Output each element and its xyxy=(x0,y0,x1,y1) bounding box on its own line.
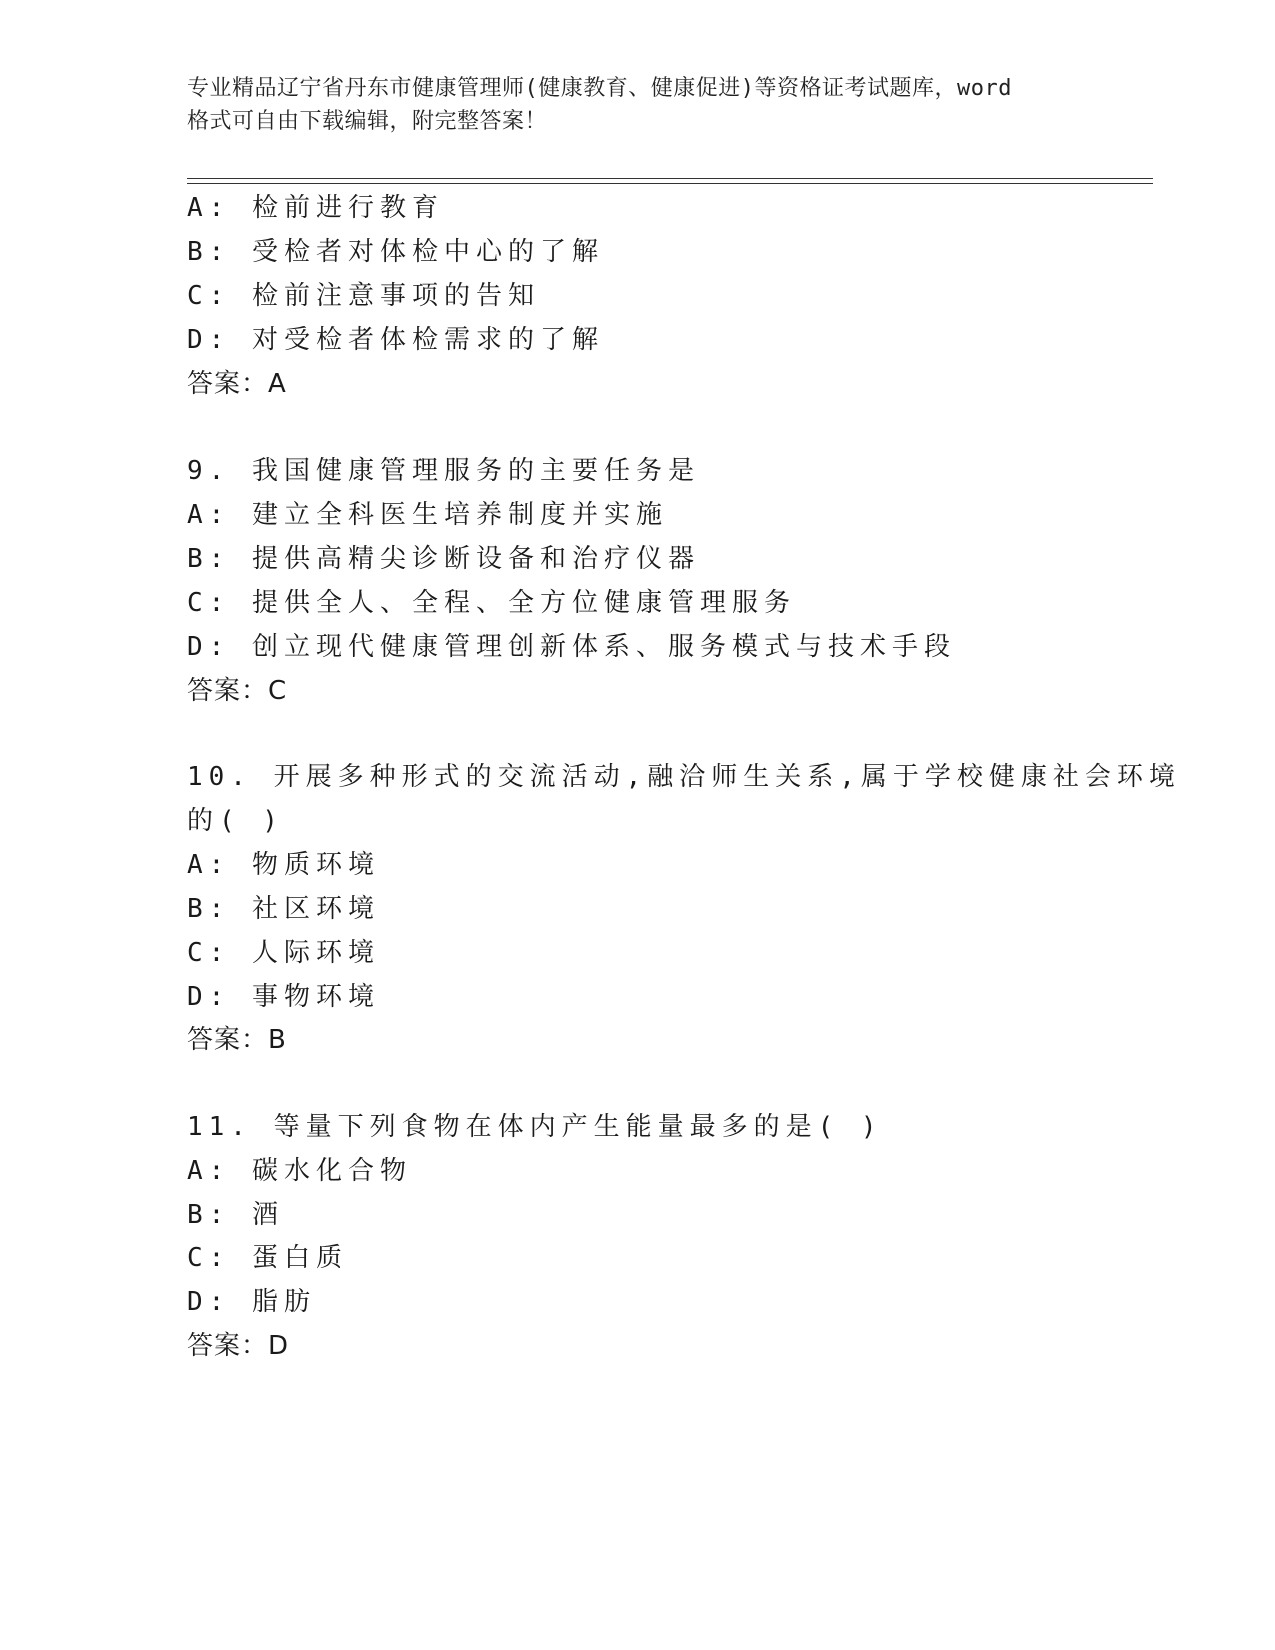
header-line-2: 格式可自由下载编辑，附完整答案！ xyxy=(187,109,548,134)
document-header xyxy=(187,72,1087,138)
q11-stem: 11. 等量下列食物在体内产生能量最多的是( ) xyxy=(187,1112,883,1142)
q10-answer: 答案：B xyxy=(187,1025,287,1055)
q10-option-c: C: 人际环境 xyxy=(187,938,380,968)
q10-option-d: D: 事物环境 xyxy=(187,982,380,1012)
q8-option-a: A: 检前进行教育 xyxy=(187,193,444,223)
q8-option-b: B: 受检者对体检中心的了解 xyxy=(187,237,604,267)
q11-option-a: A: 碳水化合物 xyxy=(187,1156,412,1186)
header-divider-bottom xyxy=(187,183,1153,184)
q8-option-c: C: 检前注意事项的告知 xyxy=(187,281,540,311)
header-line-1: 专业精品辽宁省丹东市健康管理师(健康教育、健康促进)等资格证考试题库，word xyxy=(187,76,1012,101)
q8-answer: 答案：A xyxy=(187,369,287,399)
q11-option-b: B: 酒 xyxy=(187,1200,284,1230)
q10-stem-line-1: 10. 开展多种形式的交流活动,融洽师生关系,属于学校健康社会环境 xyxy=(187,762,1181,792)
q9-stem: 9. 我国健康管理服务的主要任务是 xyxy=(187,456,700,486)
q9-option-a: A: 建立全科医生培养制度并实施 xyxy=(187,500,668,530)
q10-stem-line-2: 的( ) xyxy=(187,806,284,836)
q11-option-c: C: 蛋白质 xyxy=(187,1243,348,1273)
q10-option-a: A: 物质环境 xyxy=(187,850,380,880)
q8-option-d: D: 对受检者体检需求的了解 xyxy=(187,325,604,355)
q9-option-c: C: 提供全人、全程、全方位健康管理服务 xyxy=(187,588,796,618)
q10-option-b: B: 社区环境 xyxy=(187,894,380,924)
header-divider-top xyxy=(187,178,1153,179)
q9-option-d: D: 创立现代健康管理创新体系、服务模式与技术手段 xyxy=(187,632,956,662)
q11-answer: 答案：D xyxy=(187,1331,290,1361)
q9-option-b: B: 提供高精尖诊断设备和治疗仪器 xyxy=(187,544,700,574)
q9-answer: 答案：C xyxy=(187,676,288,706)
q11-option-d: D: 脂肪 xyxy=(187,1287,316,1317)
